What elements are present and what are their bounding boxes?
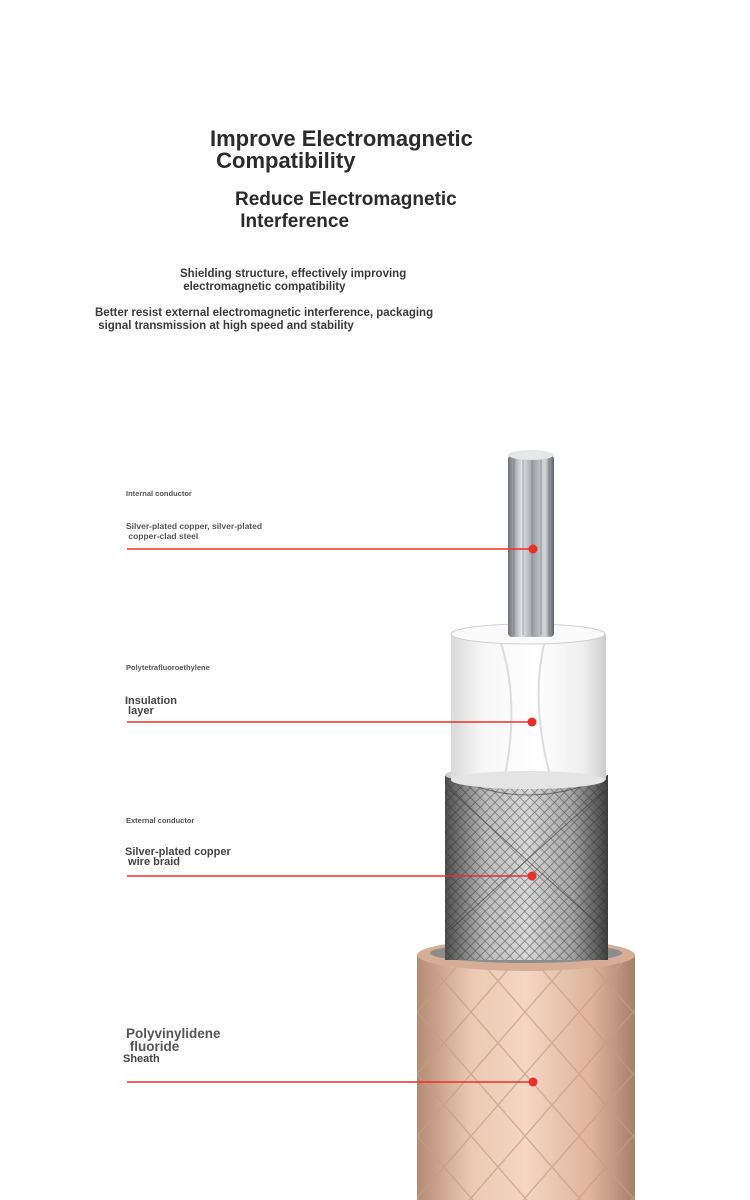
page-title: Improve Electromagnetic Compatibility bbox=[210, 126, 473, 173]
sheath-layer bbox=[417, 939, 635, 1200]
label-conductor-material: Silver-plated copper, silver-plated copper-clad steel bbox=[126, 521, 263, 541]
marker-dot-braid bbox=[528, 872, 537, 881]
label-external-conductor: External conductor bbox=[126, 816, 195, 825]
description-shielding: Shielding structure, effectively improving electromagnetic compatibility bbox=[180, 268, 407, 293]
internal-conductor bbox=[508, 450, 554, 637]
label-ptfe: Polytetrafluoroethylene bbox=[126, 663, 210, 672]
marker-dot-insulation bbox=[528, 718, 537, 727]
label-braid-material: Silver-plated copper wire braid bbox=[125, 846, 231, 868]
description-interference: Better resist external electromagnetic interference, packaging signal transmission at high speed and stability bbox=[95, 307, 434, 332]
label-internal-conductor: Internal conductor bbox=[126, 489, 192, 498]
insulation-layer bbox=[451, 624, 606, 789]
label-insulation-layer: Insulation layer bbox=[125, 695, 177, 717]
page-subtitle: Reduce Electromagnetic Interference bbox=[235, 189, 457, 232]
label-sheath: Sheath bbox=[123, 1053, 160, 1065]
label-sheath-material: Polyvinylidene fluoride bbox=[126, 1026, 221, 1054]
marker-dot-sheath bbox=[529, 1078, 538, 1087]
marker-dot-conductor bbox=[529, 545, 538, 554]
braid-layer bbox=[445, 766, 608, 960]
